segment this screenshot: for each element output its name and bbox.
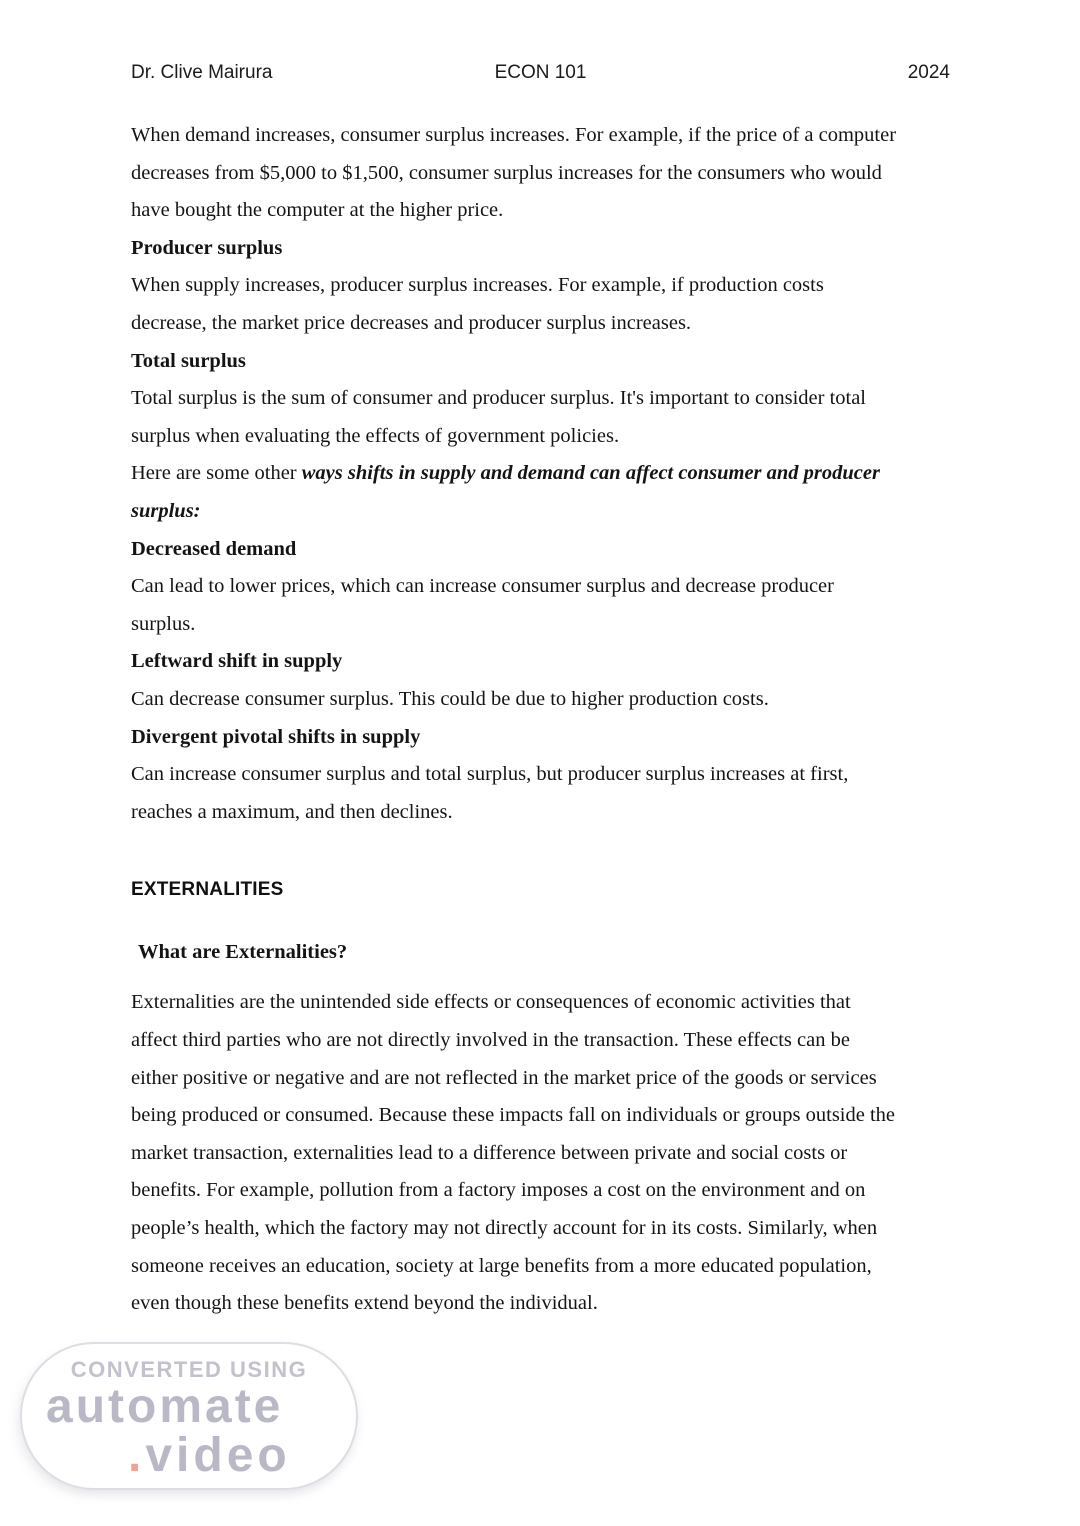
paragraph-leftward-shift: Can decrease consumer surplus. This could be due to higher production costs. [131,687,769,710]
paragraph-divergent-shifts: Can increase consumer surplus and total surplus, but producer surplus increases at first, reaches a maximum, and then declines. [131,763,849,823]
section-title-externalities: EXTERNALITIES [131,879,284,901]
heading-leftward-shift: Leftward shift in supply [131,650,343,673]
header-year: 2024 [907,62,950,83]
heading-what-are-externalities: What are Externalities? [138,940,348,963]
paragraph-total-surplus: Total surplus is the sum of consumer and producer surplus. It's important to consider total surplus when evaluating the effects of government policies. [131,387,867,447]
paragraph-consumer-surplus: When demand increases, consumer surplus increases. For example, if the price of a computer decreases from $5,000 to $1,500, consumer surplus increases for the consumers who would have bought the computer at the higher price. [131,124,897,222]
heading-total-surplus: Total surplus [131,349,246,372]
paragraph-producer-surplus: When supply increases, producer surplus increases. For example, if production costs decrease, the market price decreases and producer surplus increases. [131,274,824,334]
watermark-brand-text: automate [46,1380,284,1433]
paragraph-externalities-definition: Externalities are the unintended side effects or consequences of economic activities that affect third parties who are not directly involved in the transaction. These effects can be either positive or negative and are not reflected in the market price of the goods or services being produced or consumed. Because these impacts fall on individuals or groups outside the market transaction, externalities lead to a difference between private and social costs or benefits. For example, pollution from a factory imposes a cost on the environment and on people’s health, which the factory may not directly account for in its costs. Similarly, when someone receives an education, society at large benefits from a more educated population, even though these benefits extend beyond the individual. [131,991,896,1315]
heading-divergent-shifts: Divergent pivotal shifts in supply [131,725,421,748]
watermark-converted-label: CONVERTED USING [70,1357,308,1382]
shifts-intro-prefix: Here are some other [131,462,302,485]
heading-decreased-demand: Decreased demand [131,537,297,560]
watermark-domain-text [128,1429,291,1482]
watermark-tld-text: video [145,1429,291,1482]
document-body [131,117,1041,1323]
paragraph-decreased-demand: Can lead to lower prices, which can increase consumer surplus and decrease producer surplus. [131,575,834,635]
heading-producer-surplus: Producer surplus [131,236,283,259]
paragraph-shifts-intro [131,455,1041,530]
watermark-dot: . [128,1429,146,1482]
header-author: Dr. Clive Mairura [131,62,273,83]
automate-video-watermark [20,1342,358,1490]
header-course: ECON 101 [494,62,587,83]
document-header [0,0,1080,84]
shifts-emphasis-text: ways shifts in supply and demand can affect consumer and producer surplus: [131,462,880,522]
